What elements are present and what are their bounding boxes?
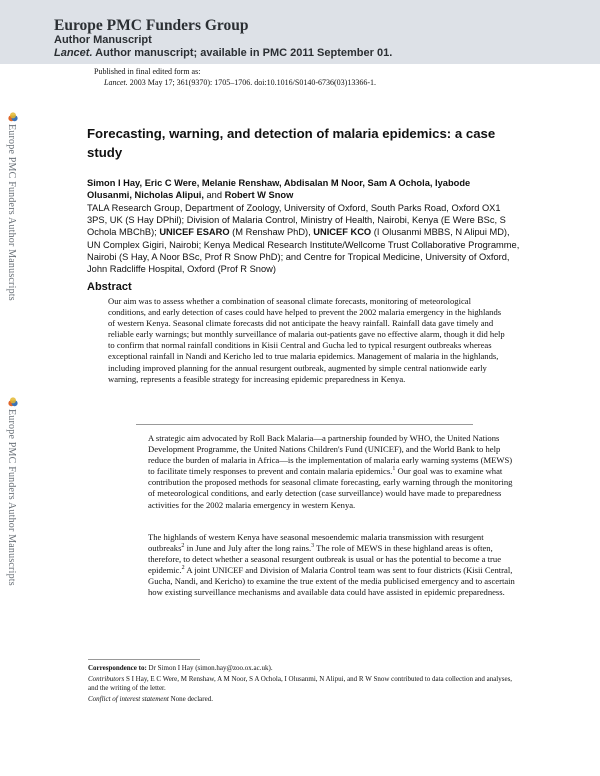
publication-info <box>94 66 376 88</box>
affiliation-unicef-kco: UNICEF KCO <box>313 227 372 238</box>
body-paragraph-2 <box>148 532 518 599</box>
footnote-conflict <box>88 695 518 704</box>
reference-link[interactable]: 2 <box>181 543 185 550</box>
section-divider <box>136 424 473 425</box>
body-text: A strategic aim advocated by Roll Back Malaria—a partnership founded by WHO, the United Nations Development Programme, the United Nations Children's Fund (UNICEF), and the World Bank to help reduce the burden of malaria in Africa—is the implementation of malaria early warning systems (MEWS) to facilitate timely responses to prevent and contain malaria epidemics. <box>148 433 513 477</box>
availability-line <box>54 47 392 59</box>
footnote-contributors <box>88 675 518 693</box>
affiliations <box>87 202 522 275</box>
correspondence-label: Correspondence to: <box>88 664 147 672</box>
reference-link[interactable]: 2 <box>181 565 185 572</box>
correspondence-text: Dr Simon I Hay (simon.hay@zoo.ox.ac.uk). <box>146 664 273 672</box>
footnote-divider <box>88 659 200 660</box>
author-list <box>87 177 517 201</box>
contributors-text: S I Hay, E C Were, M Renshaw, A M Noor, S A Ochola, I Olusanmi, N Alipui, and R W Snow contributed to data collection and analyses, and the writing of the letter. <box>88 675 513 692</box>
citation-details: 2003 May 17; 361(9370): 1705–1706. doi:10.1016/S0140-6736(03)13366-1. <box>127 78 376 87</box>
affiliation-unicef-esaro: UNICEF ESARO <box>159 227 230 238</box>
body-text: in June and July after the long rains. <box>184 543 312 554</box>
abstract-text: Our aim was to assess whether a combination of seasonal climate forecasts, monitoring of meteorological conditions, and early detection of cases could have helped to prevent the 2002 malaria emergency in the highlands of western Kenya. Seasonal climate forecasts did not anticipate the heavy rainfall. Rainfall data gave timely and reliable early warnings; but monthly surveillance of malaria out-patients gave no effective alarm, though it did help to confirm that normal rainfall conditions in Kisii Central and Gucha led to typical resurgent outbreaks whereas exceptional rainfall in Nandi and Kericho led to true malaria epidemics. Management of malaria in the highlands, including improved planning for the annual resurgent outbreak, augmented by simple central nationwide early warning, represents a feasible strategy for increasing epidemic preparedness in Kenya. <box>108 296 505 384</box>
reference-link[interactable]: 3 <box>311 543 315 550</box>
availability-text: Author manuscript; available in PMC 2011 September 01. <box>92 47 393 59</box>
author-manuscript-label: Author Manuscript <box>54 34 152 46</box>
reference-link[interactable]: 1 <box>392 466 396 473</box>
funders-group-title: Europe PMC Funders Group <box>54 17 249 34</box>
body-paragraph-1 <box>148 433 518 511</box>
sidebar-watermark-bottom <box>6 397 20 586</box>
affiliation-part: TALA Research Group, Department of Zoology, University of Oxford, South Parks Road, Oxford OX1 3PS, UK (S Hay DPhil); Division of Malaria Control, Ministry of Health, Nairobi, Kenya (E Were BSc, S Ochola MBChB); <box>87 203 506 238</box>
journal-name: Lancet. <box>54 47 93 59</box>
affiliation-part: (I Olusanmi MBBS, N Alipui MD), UN Complex Gigiri, Nairobi; Kenya Medical Research Institute/Wellcome Trust Collaborative Programme, Nairobi (S Hay, A Noor BSc, Prof R Snow PhD); and Centre for Tropical Medicine, University of Oxford, John Radcliffe Hospital, Oxford (Prof R Snow) <box>87 227 520 275</box>
authors-last: Robert W Snow <box>224 190 294 201</box>
europe-pmc-logo-icon <box>8 397 18 407</box>
published-label: Published in final edited form as: <box>94 67 201 76</box>
conflict-text: None declared. <box>168 695 213 703</box>
footnote-correspondence <box>88 664 518 673</box>
contributors-label: Contributors <box>88 675 125 683</box>
affiliation-part: (M Renshaw PhD), <box>229 227 314 238</box>
sidebar-label: Europe PMC Funders Author Manuscripts <box>6 124 17 301</box>
conflict-label: Conflict of interest statement <box>88 695 169 703</box>
citation-journal: Lancet. <box>104 78 128 87</box>
citation <box>94 77 376 88</box>
body-text: The highlands of western Kenya have seasonal mesoendemic malaria transmission with resurgent outbreaks <box>148 532 484 554</box>
header-banner <box>0 0 600 64</box>
body-text: A joint UNICEF and Division of Malaria Control team was sent to four districts (Kisii Central, Gucha, Nandi, and Kericho) to examine the true extent of the media publicised emergency and to ascertain how existing surveillance mechanisms and available data could have assisted in epidemic preparedness. <box>148 565 515 598</box>
body-text: The role of MEWS in these highland areas is often, therefore, to detect whether a seasonal resurgent outbreak is usual or has the potential to become a true epidemic. <box>148 543 502 576</box>
authors-conjunction: and <box>203 190 225 201</box>
authors-names: Simon I Hay, Eric C Were, Melanie Renshaw, Abdisalan M Noor, Sam A Ochola, Iyabode Olusanmi, Nicholas Alipui, <box>87 178 471 201</box>
article-title: Forecasting, warning, and detection of malaria epidemics: a case study <box>87 126 496 160</box>
sidebar-label: Europe PMC Funders Author Manuscripts <box>6 409 17 586</box>
sidebar-watermark-top <box>6 112 20 301</box>
body-text: Our goal was to examine what contribution the proposed methods for seasonal climate forecasting, early warning through the monitoring of meteorological conditions, and early detection (case surveillance) would have made to preparedness activities for the 2002 malaria emergency in western Kenya. <box>148 466 513 510</box>
abstract-heading: Abstract <box>87 281 132 293</box>
europe-pmc-logo-icon <box>8 112 18 122</box>
